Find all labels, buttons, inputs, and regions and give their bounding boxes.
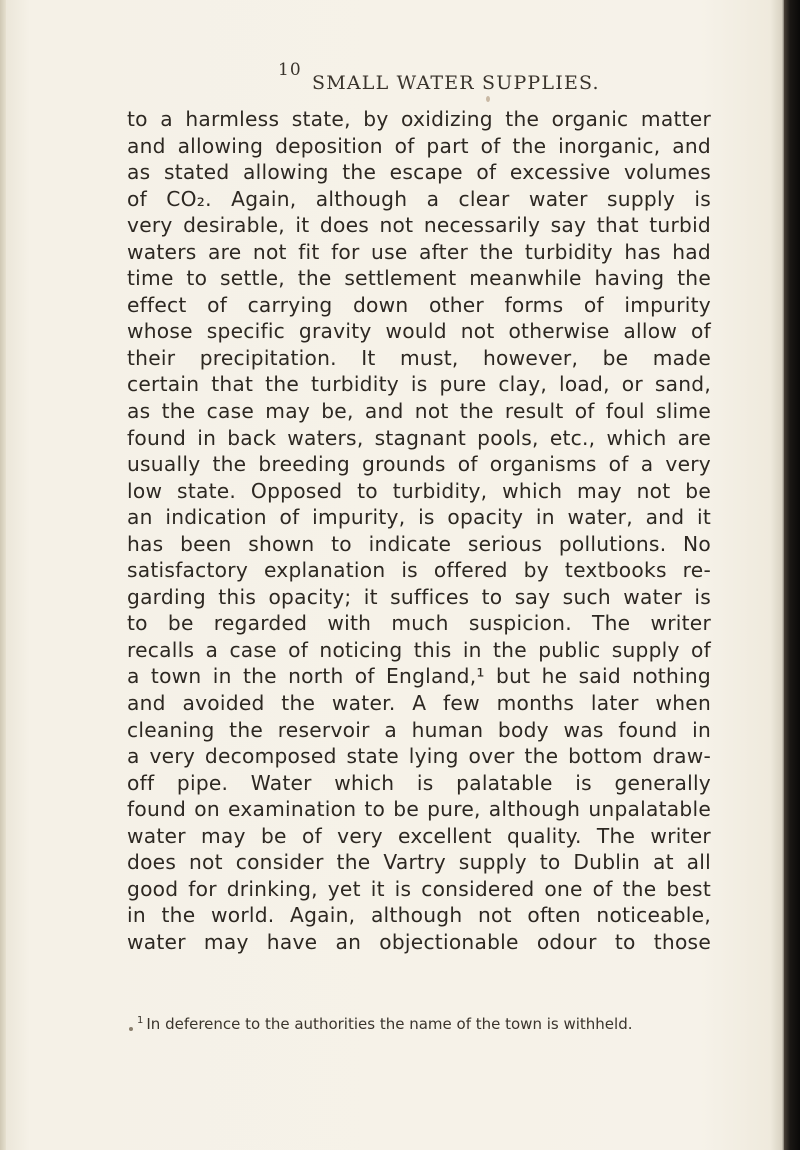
text-line: as the case may be, and not the result of foul slime (127, 399, 711, 424)
text-line: does not consider the Vartry supply to Dublin at all (127, 850, 711, 875)
text-line: time to settle, the settlement meanwhile having the (127, 266, 711, 291)
text-line: a very decomposed state lying over the bottom draw- (127, 744, 711, 769)
text-line: satisfactory explanation is offered by textbooks re- (127, 558, 711, 583)
text-line: garding this opacity; it suffices to say such water is (127, 584, 711, 609)
text-line: water may be of very excellent quality. The writer (127, 823, 711, 848)
text-line: to be regarded with much suspicion. The writer (127, 611, 711, 636)
text-line: and avoided the water. A few months later when (127, 691, 711, 716)
page-left-edge (0, 0, 6, 1150)
footnote (137, 1011, 717, 1034)
text-line: to a harmless state, by oxidizing the organic matter (127, 107, 711, 131)
body-paragraph (127, 106, 711, 956)
text-line: their precipitation. It must, however, be made (127, 345, 711, 370)
text-line: a town in the north of England,¹ but he said nothing (127, 664, 711, 689)
text-line: recalls a case of noticing this in the public supply of (127, 637, 711, 662)
text-line: in the world. Again, although not often noticeable, (127, 903, 711, 928)
text-line: effect of carrying down other forms of impurity (127, 292, 711, 317)
text-line: certain that the turbidity is pure clay, load, or sand, (127, 372, 711, 397)
text-line: good for drinking, yet it is considered one of the best (127, 876, 711, 901)
text-line: of CO₂. Again, although a clear water supply is (127, 186, 711, 211)
text-line: and allowing deposition of part of the inorganic, and (127, 133, 711, 158)
text-line: whose specific gravity would not otherwise allow of (127, 319, 711, 344)
ink-speck (129, 1027, 133, 1031)
footnote-marker: 1 (137, 1015, 144, 1026)
footnote-text: In deference to the authorities the name of the town is withheld. (146, 1015, 633, 1033)
text-line: waters are not fit for use after the turbidity has had (127, 239, 711, 264)
text-line: as stated allowing the escape of excessive volumes (127, 160, 711, 185)
text-line: found on examination to be pure, although unpalatable (127, 797, 711, 822)
text-line: has been shown to indicate serious pollutions. No (127, 531, 711, 556)
text-line: very desirable, it does not necessarily say that turbid (127, 213, 711, 238)
page-number: 10 (278, 60, 302, 80)
running-title: SMALL WATER SUPPLIES. (312, 72, 600, 94)
ink-speck (486, 96, 490, 102)
text-line: water may have an objectionable odour to those (127, 929, 711, 954)
text-line: low state. Opposed to turbidity, which may not be (127, 478, 711, 503)
page-binding-shadow (784, 0, 800, 1150)
text-line: usually the breeding grounds of organisms of a very (127, 452, 711, 477)
text-line: found in back waters, stagnant pools, etc., which are (127, 425, 711, 450)
text-line: an indication of impurity, is opacity in water, and it (127, 505, 711, 530)
text-line: off pipe. Water which is palatable is generally (127, 770, 711, 795)
text-line: cleaning the reservoir a human body was found in (127, 717, 711, 742)
